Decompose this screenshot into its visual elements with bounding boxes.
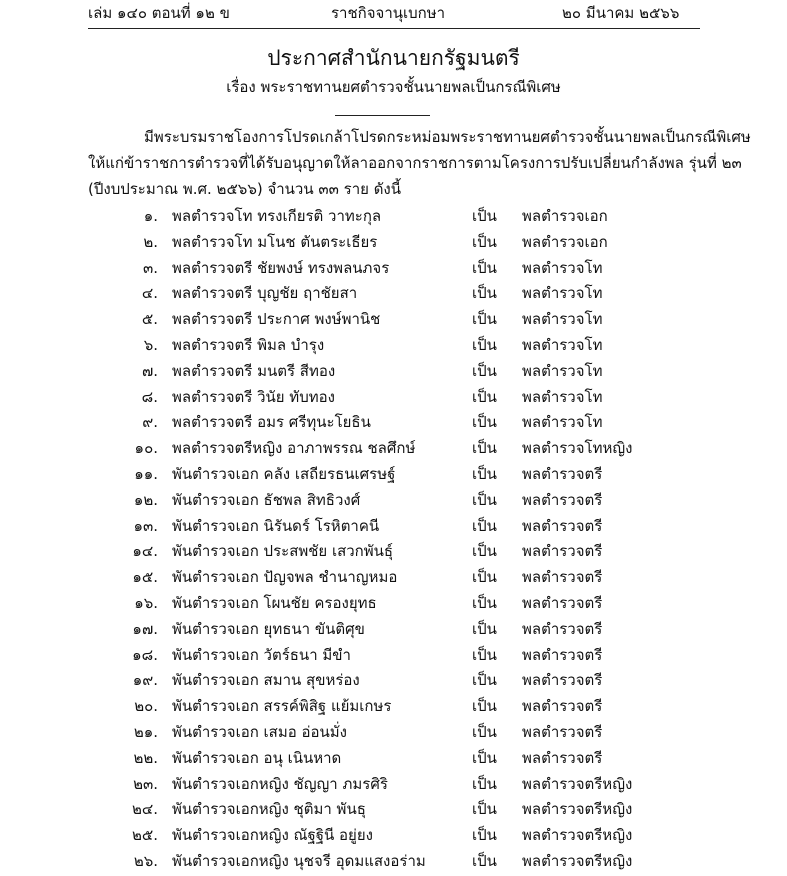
entry-name: พันตำรวจเอกหญิง ชัญญา ภมรศิริ <box>172 774 388 793</box>
entry-new-rank: พลตำรวจตรี <box>522 568 603 587</box>
entry-connector: เป็น <box>472 542 497 561</box>
entry-number: ๑๐. <box>134 439 158 458</box>
gazette-volume-issue: เล่ม ๑๔๐ ตอนที่ ๑๒ ข <box>88 4 230 22</box>
list-item <box>0 205 787 231</box>
entry-name: พันตำรวจเอก สรรค์พิสิฐ แย้มเกษร <box>172 697 392 716</box>
entry-connector: เป็น <box>472 387 497 406</box>
header-rule <box>88 28 700 29</box>
entry-new-rank: พลตำรวจตรีหญิง <box>522 774 633 793</box>
entry-new-rank: พลตำรวจโท <box>522 387 603 406</box>
entry-connector: เป็น <box>472 697 497 716</box>
entry-new-rank: พลตำรวจตรีหญิง <box>522 800 633 819</box>
entry-new-rank: พลตำรวจตรี <box>522 593 603 612</box>
entry-connector: เป็น <box>472 800 497 819</box>
entry-name: พันตำรวจเอก วัตร์ธนา มีขำ <box>172 645 351 664</box>
entry-name: พันตำรวจเอก คลัง เสถียรธนเศรษฐ์ <box>172 464 396 483</box>
entry-connector: เป็น <box>472 335 497 354</box>
entry-name: พลตำรวจตรี ชัยพงษ์ ทรงพลนภจร <box>172 258 390 277</box>
entry-name: พันตำรวจเอก ยุทธนา ขันติศุข <box>172 619 365 638</box>
entry-connector: เป็น <box>472 310 497 329</box>
entry-name: พลตำรวจตรี มนตรี สีทอง <box>172 361 336 380</box>
entry-connector: เป็น <box>472 207 497 225</box>
entry-connector: เป็น <box>472 413 497 432</box>
entry-name: พันตำรวจเอก เสมอ อ่อนมั่ง <box>172 722 347 741</box>
entry-number: ๑๙. <box>132 671 158 690</box>
list-item <box>0 463 787 489</box>
list-item <box>0 773 787 799</box>
entry-connector: เป็น <box>472 774 497 793</box>
entry-connector: เป็น <box>472 748 497 767</box>
entry-new-rank: พลตำรวจตรีหญิง <box>522 826 633 845</box>
entry-number: ๗. <box>141 361 158 380</box>
entry-connector: เป็น <box>472 593 497 612</box>
list-item <box>0 308 787 334</box>
entry-name: พลตำรวจตรี อมร ศรีทุนะโยธิน <box>172 413 371 432</box>
list-item <box>0 669 787 695</box>
list-item <box>0 489 787 515</box>
entry-connector: เป็น <box>472 568 497 587</box>
list-item <box>0 566 787 592</box>
entry-number: ๒๑. <box>133 722 158 741</box>
entry-new-rank: พลตำรวจโท <box>522 310 603 329</box>
entry-name: พันตำรวจเอก ประสพชัย เสวกพันธุ์ <box>172 542 394 561</box>
entry-name: พลตำรวจตรี พิมล บำรุง <box>172 335 325 354</box>
list-item <box>0 540 787 566</box>
entry-name: พันตำรวจเอก ปัญจพล ชำนาญหมอ <box>172 568 398 587</box>
entry-connector: เป็น <box>472 645 497 664</box>
entry-number: ๒๖. <box>133 851 158 870</box>
entry-number: ๒๐. <box>134 697 158 716</box>
entry-name: พันตำรวจเอก สมาน สุขหร่อง <box>172 671 360 690</box>
entry-name: พันตำรวจเอก ธัชพล สิทธิวงศ์ <box>172 490 361 509</box>
entry-connector: เป็น <box>472 232 497 251</box>
entry-number: ๑๘. <box>132 645 158 664</box>
entry-new-rank: พลตำรวจตรี <box>522 542 603 561</box>
entry-name: พลตำรวจตรี วินัย ทับทอง <box>172 387 335 406</box>
entry-name: พันตำรวจเอก อนุ เนินหาด <box>172 748 342 767</box>
entry-connector: เป็น <box>472 439 497 458</box>
list-item <box>0 592 787 618</box>
entry-number: ๑๗. <box>132 619 158 638</box>
list-item <box>0 695 787 721</box>
entry-connector: เป็น <box>472 671 497 690</box>
entry-connector: เป็น <box>472 826 497 845</box>
body-line-2: ให้แก่ข้าราชการตำรวจที่ได้รับอนุญาตให้ลาออกจากราชการตามโครงการปรับเปลี่ยนกำลังพล รุ่นที่ ๒๓ <box>88 154 742 172</box>
list-item <box>0 747 787 773</box>
entry-new-rank: พลตำรวจเอก <box>522 207 608 225</box>
entry-new-rank: พลตำรวจตรี <box>522 671 603 690</box>
entry-connector: เป็น <box>472 619 497 638</box>
list-item <box>0 644 787 670</box>
list-item <box>0 824 787 850</box>
entry-new-rank: พลตำรวจโท <box>522 335 603 354</box>
entry-new-rank: พลตำรวจโทหญิง <box>522 439 633 458</box>
entry-new-rank: พลตำรวจตรี <box>522 722 603 741</box>
list-item <box>0 515 787 541</box>
entry-number: ๒๔. <box>131 800 158 819</box>
entry-name: พันตำรวจเอกหญิง ณัฐฐินี อยู่ยง <box>172 826 373 845</box>
publication-date: ๒๐ มีนาคม ๒๕๖๖ <box>562 4 680 22</box>
list-item <box>0 437 787 463</box>
entry-new-rank: พลตำรวจตรี <box>522 645 603 664</box>
entry-new-rank: พลตำรวจโท <box>522 258 603 277</box>
entry-new-rank: พลตำรวจตรี <box>522 619 603 638</box>
entry-name: พันตำรวจเอกหญิง ชุติมา พันธุ <box>172 800 366 819</box>
entry-number: ๒๕. <box>131 826 158 845</box>
list-item <box>0 386 787 412</box>
entry-connector: เป็น <box>472 258 497 277</box>
entry-new-rank: พลตำรวจตรี <box>522 516 603 535</box>
entry-number: ๑๑. <box>134 464 158 483</box>
entry-new-rank: พลตำรวจโท <box>522 413 603 432</box>
entry-new-rank: พลตำรวจโท <box>522 284 603 303</box>
entry-name: พลตำรวจตรีหญิง อาภาพรรณ ชลศึกษ์ <box>172 439 416 458</box>
entry-name: พันตำรวจเอกหญิง นุชจรี อุดมแสงอร่าม <box>172 851 426 870</box>
entry-name: พลตำรวจตรี ประกาศ พงษ์พานิช <box>172 310 381 329</box>
list-item <box>0 282 787 308</box>
entry-connector: เป็น <box>472 722 497 741</box>
entry-new-rank: พลตำรวจตรี <box>522 697 603 716</box>
body-line-3: (ปีงบประมาณ พ.ศ. ๒๕๖๖) จำนวน ๓๓ ราย ดังนี้ <box>88 180 402 198</box>
entry-new-rank: พลตำรวจตรีหญิง <box>522 851 633 870</box>
entry-name: พลตำรวจโท มโนช ตันตระเธียร <box>172 232 378 251</box>
list-item <box>0 257 787 283</box>
list-item <box>0 798 787 824</box>
list-item <box>0 334 787 360</box>
entry-number: ๙. <box>142 413 158 432</box>
entry-name: พันตำรวจเอก โผนชัย ครองยุทธ <box>172 593 377 612</box>
entry-number: ๑๒. <box>133 490 158 509</box>
gazette-name: ราชกิจจานุเบกษา <box>331 4 446 22</box>
entry-new-rank: พลตำรวจโท <box>522 361 603 380</box>
announcement-subject: เรื่อง พระราชทานยศตำรวจชั้นนายพลเป็นกรณีพิเศษ <box>226 78 561 96</box>
entry-connector: เป็น <box>472 490 497 509</box>
entry-number: ๔. <box>141 284 158 303</box>
entry-number: ๑. <box>143 207 158 225</box>
list-item <box>0 618 787 644</box>
announcement-title: ประกาศสำนักนายกรัฐมนตรี <box>267 46 520 70</box>
entry-name: พลตำรวจตรี บุญชัย ฤาชัยสา <box>172 284 358 303</box>
entry-number: ๑๓. <box>133 516 158 535</box>
entry-number: ๒๓. <box>133 774 158 793</box>
entry-number: ๑๕. <box>132 568 158 587</box>
list-item <box>0 411 787 437</box>
entry-connector: เป็น <box>472 464 497 483</box>
entry-number: ๒. <box>143 232 158 251</box>
list-item <box>0 231 787 257</box>
entry-connector: เป็น <box>472 851 497 870</box>
body-line-1: มีพระบรมราชโองการโปรดเกล้าโปรดกระหม่อมพระราชทานยศตำรวจชั้นนายพลเป็นกรณีพิเศษ <box>144 128 751 146</box>
entry-number: ๘. <box>141 387 158 406</box>
title-divider <box>335 115 430 116</box>
entry-name: พันตำรวจเอก นิรันดร์ โรหิตาคนี <box>172 516 380 535</box>
entry-new-rank: พลตำรวจเอก <box>522 232 608 251</box>
entry-new-rank: พลตำรวจตรี <box>522 490 603 509</box>
entry-number: ๖. <box>143 335 158 354</box>
entry-number: ๕. <box>141 310 158 329</box>
entry-new-rank: พลตำรวจตรี <box>522 464 603 483</box>
entry-number: ๓. <box>142 258 158 277</box>
entry-new-rank: พลตำรวจตรี <box>522 748 603 767</box>
list-item <box>0 721 787 747</box>
list-item <box>0 360 787 386</box>
appointment-list <box>0 205 787 876</box>
entry-number: ๑๖. <box>134 593 158 612</box>
entry-connector: เป็น <box>472 361 497 380</box>
entry-connector: เป็น <box>472 516 497 535</box>
entry-name: พลตำรวจโท ทรงเกียรติ วาทะกุล <box>172 207 382 225</box>
list-item <box>0 850 787 876</box>
entry-number: ๑๔. <box>132 542 158 561</box>
entry-number: ๒๒. <box>133 748 158 767</box>
entry-connector: เป็น <box>472 284 497 303</box>
